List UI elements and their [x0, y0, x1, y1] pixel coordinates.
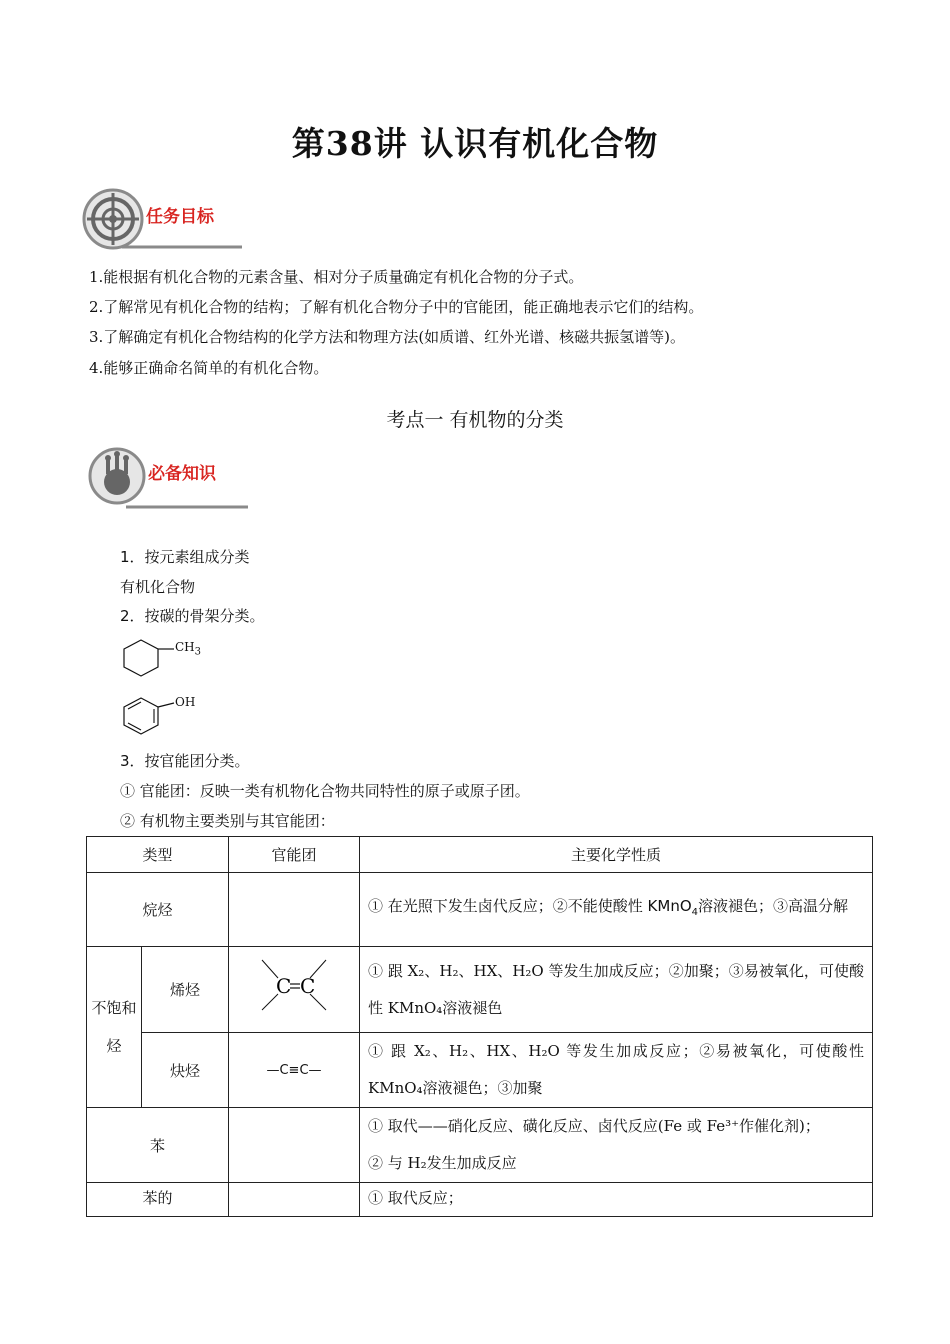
type-alkyne: 炔烃 [142, 1033, 229, 1108]
group-alkane [229, 873, 360, 947]
type-alkene: 烯烃 [142, 947, 229, 1033]
page-title: 第38讲 认识有机化合物 [291, 124, 659, 163]
heading-element-classification: 1．按元素组成分类 [120, 548, 250, 566]
table-row [87, 873, 873, 947]
header-type: 类型 [87, 837, 229, 873]
type-alkane: 烷烃 [87, 873, 229, 947]
type-unsaturated: 不饱和烃 [87, 947, 142, 1108]
classification-table [86, 836, 873, 1217]
heading-functional-group: 3．按官能团分类。 [120, 752, 250, 770]
objective-2: 2.了解常见有机化合物的结构；了解有机化合物分子中的官能团，能正确地表示它们的结构。 [89, 298, 704, 316]
knowledge-badge [88, 446, 253, 510]
prop-benzene-derivative: ① 取代反应； [360, 1183, 873, 1217]
type-benzene: 苯 [87, 1108, 229, 1183]
table-row [87, 1033, 873, 1108]
ch3-label: CH [175, 640, 195, 654]
knowledge-label: 必备知识 [148, 464, 216, 484]
objective-1: 1.能根据有机化合物的元素含量、相对分子质量确定有机化合物的分子式。 [89, 268, 584, 286]
organic-compound-text: 有机化合物 [120, 578, 196, 596]
methylcyclohexane-structure [118, 634, 208, 684]
group-alkyne: —C≡C— [229, 1033, 360, 1108]
oh-label: OH [175, 695, 196, 709]
goals-label: 任务目标 [146, 207, 214, 227]
type-benzene-derivative: 苯的 [87, 1183, 229, 1217]
header-properties: 主要化学性质 [360, 837, 873, 873]
functional-group-definition: ① 官能团：反映一类有机物化合物共同特性的原子或原子团。 [120, 782, 530, 800]
table-row [87, 947, 873, 1033]
cc-double-bond [244, 948, 344, 1028]
objective-4: 4.能够正确命名简单的有机化合物。 [89, 359, 329, 377]
prop-alkane: ① 在光照下发生卤代反应；②不能使酸性 KMnO$_4$溶液褪色；③高温分解 [360, 873, 873, 947]
heading-carbon-skeleton: 2．按碳的骨架分类。 [120, 607, 265, 625]
objective-3: 3.了解确定有机化合物结构的化学方法和物理方法(如质谱、红外光谱、核磁共振氢谱等)。 [89, 328, 686, 346]
svg-text:C: C [276, 973, 292, 998]
prop-alkyne: ① 跟 X₂、H₂、HX、H₂O 等发生加成反应；②易被氧化，可使酸性 KMnO₄溶液褪色；③加聚 [360, 1033, 873, 1108]
prop-alkene: ① 跟 X₂、H₂、HX、H₂O 等发生加成反应；②加聚；③易被氧化，可使酸性 KMnO₄溶液褪色 [360, 947, 873, 1033]
prop-benzene: ① 取代——硝化反应、磺化反应、卤代反应(Fe 或 Fe³⁺作催化剂)； ② 与 H₂发生加成反应 [360, 1108, 873, 1183]
classes-intro: ② 有机物主要类别与其官能团： [120, 812, 335, 830]
phenol-structure [118, 692, 208, 742]
table-row [87, 1108, 873, 1183]
group-benzene-derivative [229, 1183, 360, 1217]
goals-badge [82, 188, 247, 250]
table-row [87, 1183, 873, 1217]
section-heading: 考点一 有机物的分类 [386, 409, 564, 431]
group-alkene [229, 947, 360, 1033]
group-benzene [229, 1108, 360, 1183]
svg-text:C: C [300, 973, 316, 998]
table-header-row [87, 837, 873, 873]
ch3-subscript: 3 [194, 646, 202, 658]
header-group: 官能团 [229, 837, 360, 873]
